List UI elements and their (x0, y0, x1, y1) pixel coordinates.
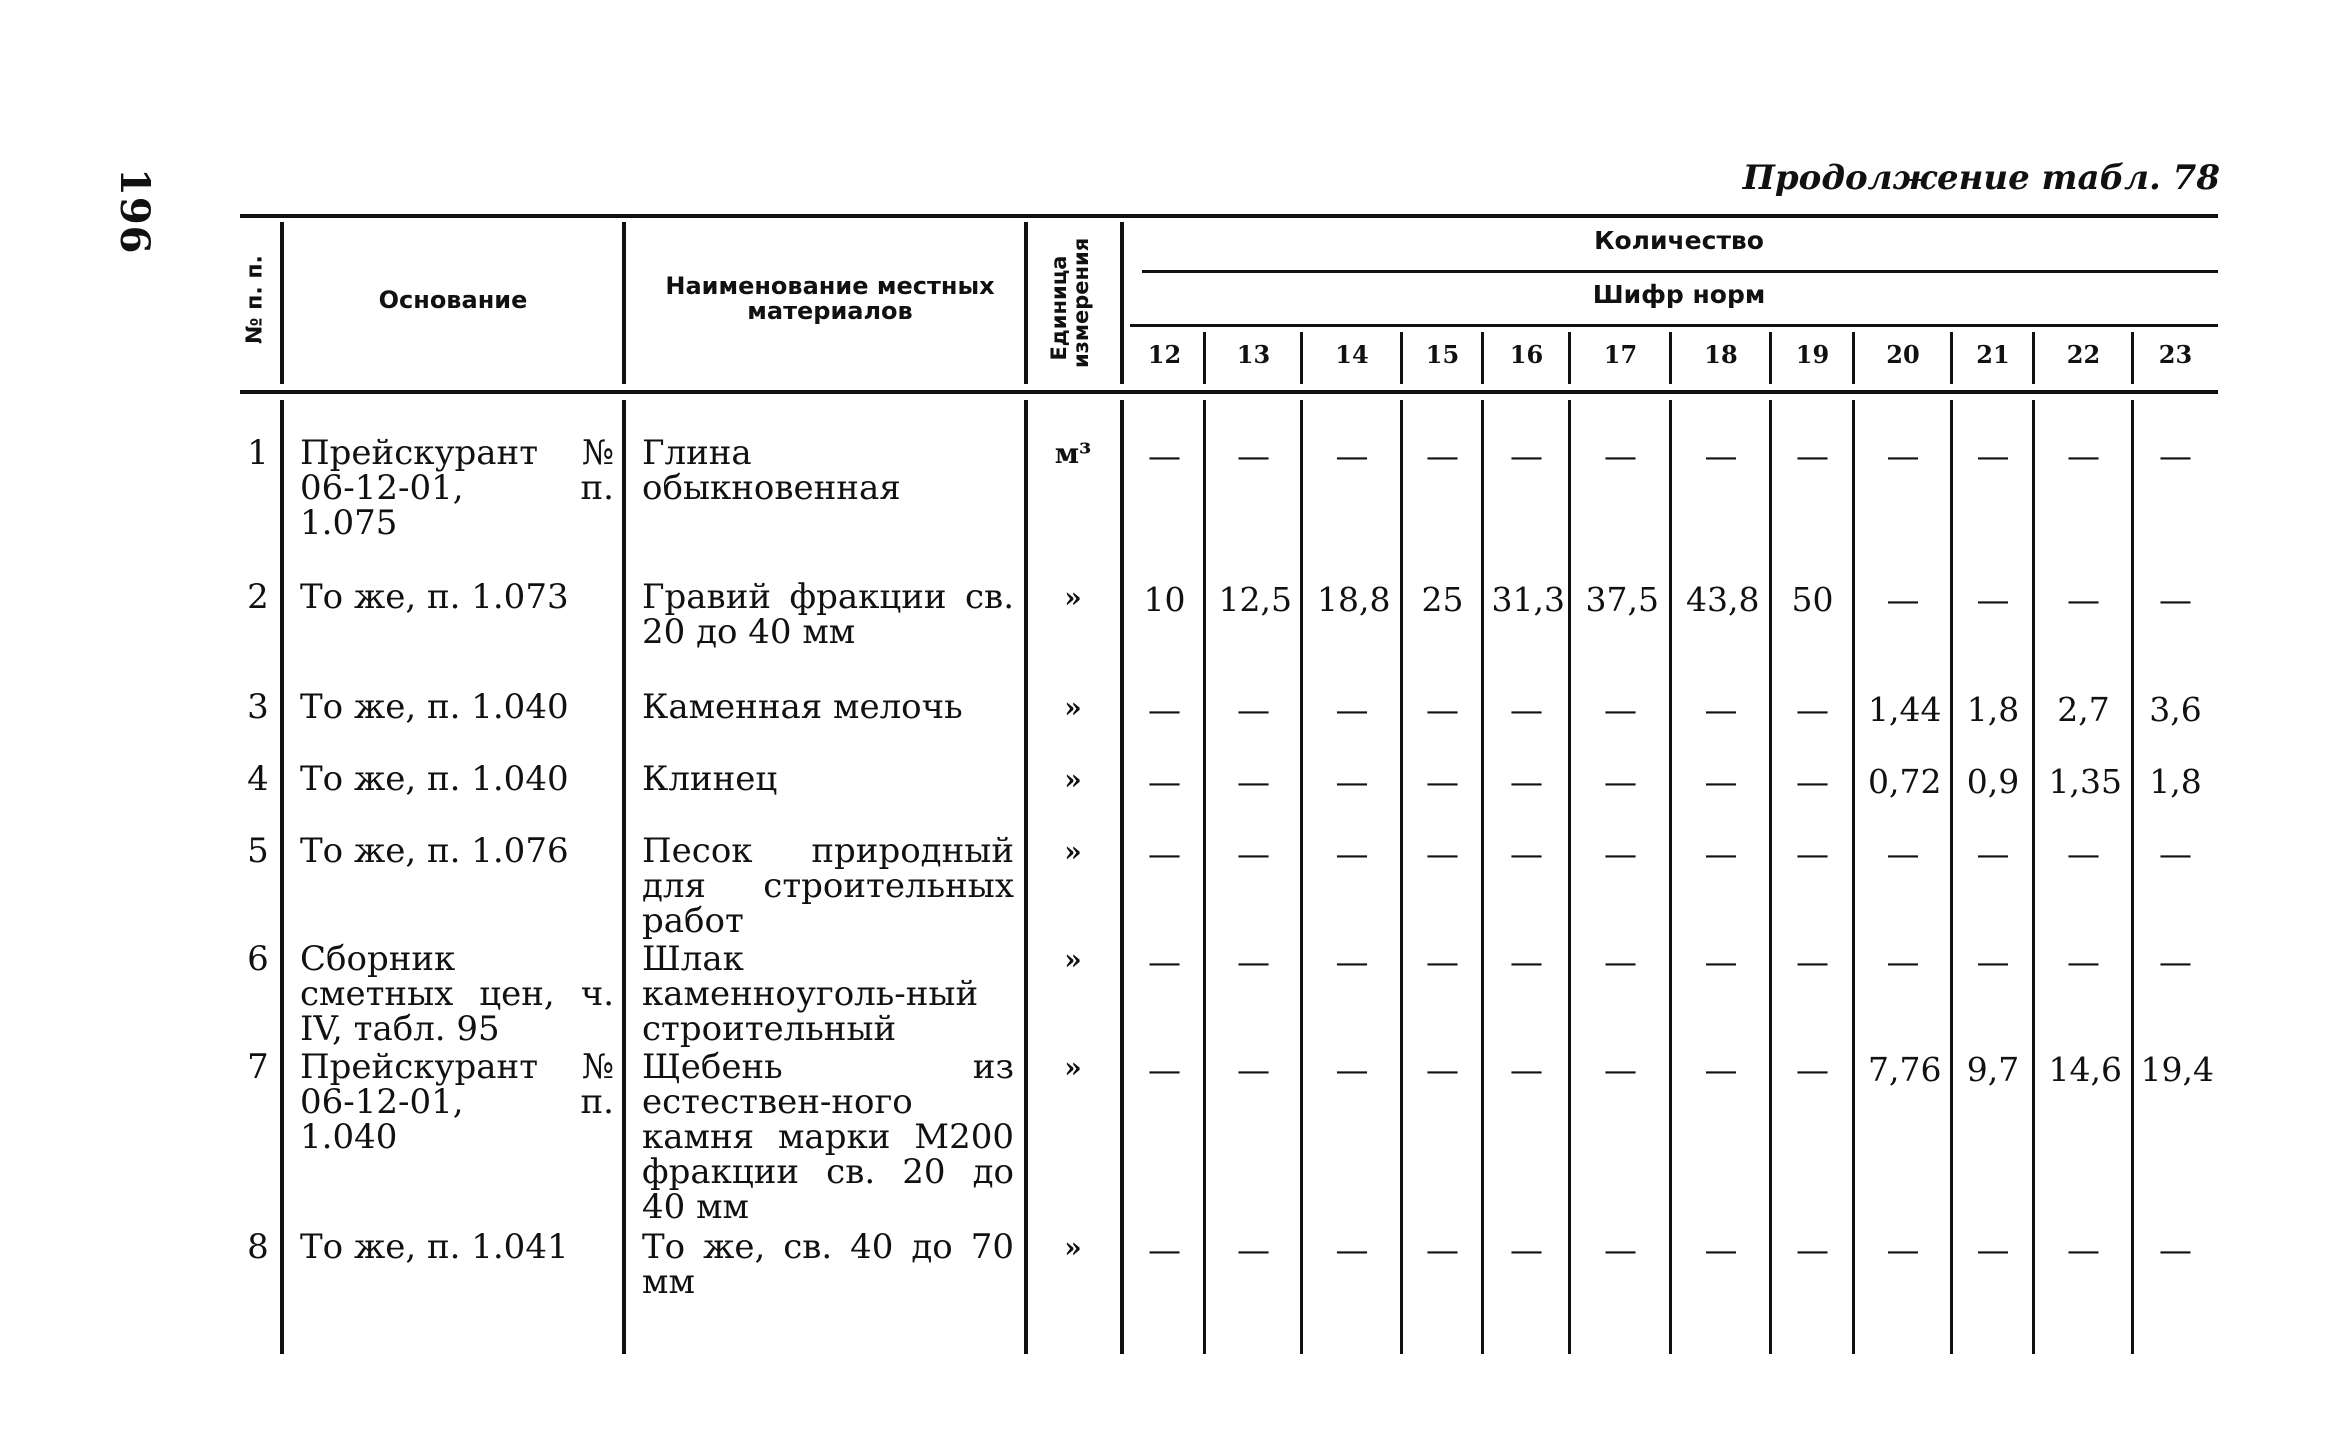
row-value: — (1335, 834, 1369, 873)
row-basis: То же, п. 1.076 (300, 831, 569, 871)
row-number: 8 (247, 1227, 269, 1267)
row-value: — (1510, 762, 1543, 801)
row-material: Щебень из естествен-ного камня марки М200 фракции св. 20 до 40 мм (642, 1047, 1014, 1227)
row-value: — (1796, 834, 1829, 873)
row-value: 12,5 (1218, 580, 1292, 619)
header-norm-code: Шифр норм (1592, 280, 1766, 309)
row-value: — (1237, 942, 1270, 981)
row-value: — (1335, 1050, 1369, 1089)
row-value: — (1886, 942, 1920, 981)
row-value: 3,6 (2149, 690, 2202, 729)
row-value: — (1426, 942, 1459, 981)
row-value: — (1510, 1050, 1543, 1089)
row-value: — (1704, 1050, 1738, 1089)
row-number: 3 (247, 687, 269, 727)
row-value: — (1426, 1050, 1459, 1089)
row-value: — (2067, 834, 2100, 873)
code-divider (1852, 332, 1855, 384)
row-value: — (1796, 762, 1829, 801)
row-number: 5 (247, 831, 269, 871)
row-unit: » (1064, 581, 1082, 614)
row-value: — (1604, 942, 1637, 981)
row-value: — (1335, 1230, 1369, 1269)
row-value: — (1335, 942, 1369, 981)
row-value: — (1237, 834, 1270, 873)
row-value: 1,44 (1868, 690, 1942, 729)
table-caption: Продолжение табл. 78 (1742, 158, 2220, 198)
row-number: 7 (247, 1047, 269, 1087)
row-unit: » (1064, 943, 1082, 976)
row-value: — (1148, 436, 1181, 475)
value-divider (1400, 400, 1403, 1354)
row-value: — (1148, 762, 1181, 801)
row-value: 0,9 (1966, 762, 2020, 801)
row-value: — (1148, 690, 1181, 729)
row-unit: » (1064, 1231, 1082, 1264)
norm-code-20: 20 (1886, 340, 1920, 369)
row-value: — (1510, 834, 1543, 873)
row-value: — (1237, 1230, 1270, 1269)
row-value: — (1604, 762, 1637, 801)
row-value: — (1148, 942, 1181, 981)
row-value: 43,8 (1686, 580, 1760, 619)
norm-code-12: 12 (1147, 340, 1182, 369)
row-value: — (1886, 1230, 1920, 1269)
row-value: — (1426, 690, 1459, 729)
row-unit: » (1064, 691, 1082, 724)
row-value: — (1426, 1230, 1459, 1269)
row-unit: » (1064, 835, 1082, 868)
row-material: Каменная мелочь (642, 687, 963, 727)
row-material: Гравий фракции св. 20 до 40 мм (642, 577, 1014, 652)
row-unit: » (1064, 1051, 1082, 1084)
row-material: Шлак каменноуголь-ный строительный (642, 939, 979, 1049)
row-value: — (2067, 580, 2100, 619)
row-value: — (1704, 436, 1738, 475)
materials-table (240, 214, 2218, 1354)
row-value: — (1148, 834, 1181, 873)
row-value: — (2159, 942, 2192, 981)
value-divider (2032, 400, 2035, 1354)
row-material: Глина обыкновенная (642, 433, 901, 508)
norm-code-15: 15 (1425, 340, 1460, 369)
row-basis: Прейскурант № 06-12-01, п. 1.040 (300, 1047, 614, 1157)
row-value: 2,7 (2057, 690, 2110, 729)
header-quantity: Количество (1594, 226, 1764, 255)
code-divider (1300, 332, 1303, 384)
row-value: — (1704, 690, 1738, 729)
row-unit: м³ (1054, 437, 1092, 470)
row-value: — (1335, 762, 1369, 801)
row-value: — (1886, 436, 1920, 475)
code-divider (1769, 332, 1772, 384)
row-number: 2 (247, 577, 269, 617)
row-basis: То же, п. 1.073 (300, 577, 569, 617)
row-value: 0,72 (1868, 762, 1942, 801)
row-number: 6 (247, 939, 269, 979)
row-value: 18,8 (1317, 580, 1391, 619)
norm-code-13: 13 (1236, 340, 1271, 369)
page-number: 196 (111, 168, 158, 255)
code-divider (1669, 332, 1672, 384)
row-value: — (1796, 690, 1829, 729)
row-value: — (1796, 942, 1829, 981)
row-value: — (1335, 436, 1369, 475)
row-value: — (1237, 690, 1270, 729)
row-value: — (1237, 1050, 1270, 1089)
value-divider (1852, 400, 1855, 1354)
row-value: — (1704, 834, 1738, 873)
row-value: — (1976, 834, 2010, 873)
row-value: — (1510, 1230, 1543, 1269)
code-divider (1203, 332, 1206, 384)
value-divider (1950, 400, 1953, 1354)
row-value: 1,8 (1966, 690, 2020, 729)
row-basis: То же, п. 1.040 (300, 687, 569, 727)
row-value: — (1510, 436, 1543, 475)
row-value: — (2067, 942, 2100, 981)
row-number: 1 (247, 433, 269, 473)
code-divider (2032, 332, 2035, 384)
body-divider (1120, 400, 1124, 1354)
header-unit: Единица измерения (1046, 237, 1093, 369)
row-value: — (1796, 1230, 1829, 1269)
row-value: — (1886, 580, 1920, 619)
row-value: 1,35 (2048, 762, 2122, 801)
row-value: — (1426, 436, 1459, 475)
row-value: — (2067, 1230, 2100, 1269)
code-divider (1481, 332, 1484, 384)
row-value: — (1704, 942, 1738, 981)
row-value: — (1426, 834, 1459, 873)
row-value: — (1604, 1230, 1637, 1269)
row-material: Клинец (642, 759, 778, 799)
body-divider (622, 400, 626, 1354)
row-value: — (2159, 834, 2192, 873)
header-divider (1024, 222, 1028, 384)
norm-code-17: 17 (1603, 340, 1638, 369)
row-number: 4 (247, 759, 269, 799)
header-basis: Основание (378, 286, 528, 314)
value-divider (1769, 400, 1772, 1354)
row-value: 31,3 (1491, 580, 1565, 619)
row-material: Песок природный для строительных работ (642, 831, 1014, 941)
value-divider (1481, 400, 1484, 1354)
row-basis: То же, п. 1.040 (300, 759, 569, 799)
body-divider (1024, 400, 1028, 1354)
row-value: — (2067, 436, 2100, 475)
row-value: 10 (1143, 580, 1186, 619)
norm-code-23: 23 (2158, 340, 2193, 369)
row-value: — (1510, 690, 1543, 729)
value-divider (2131, 400, 2134, 1354)
row-value: — (1976, 580, 2010, 619)
row-value: — (1148, 1050, 1181, 1089)
row-value: 7,76 (1868, 1050, 1942, 1089)
row-value: 19,4 (2140, 1050, 2214, 1089)
row-value: — (2159, 1230, 2192, 1269)
code-divider (1400, 332, 1403, 384)
row-value: — (1604, 690, 1637, 729)
row-basis: Прейскурант № 06-12-01, п. 1.075 (300, 433, 614, 543)
header-material: Наименование местных материалов (665, 272, 995, 326)
table-top-rule (240, 214, 2218, 218)
row-value: — (1976, 942, 2010, 981)
row-value: — (1796, 436, 1829, 475)
row-value: — (1886, 834, 1920, 873)
norm-code-18: 18 (1704, 340, 1738, 369)
header-divider (1120, 222, 1124, 384)
row-value: — (1237, 436, 1270, 475)
row-value: — (1510, 942, 1543, 981)
row-value: 25 (1421, 580, 1464, 619)
row-basis: Сборник сметных цен, ч. IV, табл. 95 (300, 939, 614, 1049)
row-value: — (1335, 690, 1369, 729)
row-value: — (1426, 762, 1459, 801)
row-value: — (1976, 1230, 2010, 1269)
norm-code-21: 21 (1976, 340, 2010, 369)
row-value: — (2159, 580, 2192, 619)
value-divider (1300, 400, 1303, 1354)
header-divider (622, 222, 626, 384)
row-value: 14,6 (2048, 1050, 2122, 1089)
norm-code-14: 14 (1335, 340, 1369, 369)
norm-code-19: 19 (1795, 340, 1830, 369)
row-basis: То же, п. 1.041 (300, 1227, 569, 1267)
row-value: — (1148, 1230, 1181, 1269)
row-value: — (1604, 436, 1637, 475)
value-divider (1568, 400, 1571, 1354)
code-divider (1950, 332, 1953, 384)
header-divider (280, 222, 284, 384)
value-divider (1669, 400, 1672, 1354)
row-value: — (1704, 1230, 1738, 1269)
norm-code-16: 16 (1509, 340, 1544, 369)
row-value: — (1604, 834, 1637, 873)
norm-code-22: 22 (2066, 340, 2101, 369)
row-value: — (1976, 436, 2010, 475)
body-divider (280, 400, 284, 1354)
code-divider (1568, 332, 1571, 384)
header-bottom-rule (240, 390, 2218, 394)
value-divider (1203, 400, 1206, 1354)
row-unit: » (1064, 763, 1082, 796)
row-value: 1,8 (2149, 762, 2202, 801)
quantity-rule (1142, 270, 2218, 273)
header-num: № п. п. (242, 255, 268, 344)
norm-code-rule (1130, 324, 2218, 327)
row-value: — (1237, 762, 1270, 801)
code-divider (2131, 332, 2134, 384)
row-value: — (1796, 1050, 1829, 1089)
row-value: 50 (1791, 580, 1834, 619)
row-material: То же, св. 40 до 70 мм (642, 1227, 1014, 1302)
row-value: — (1604, 1050, 1637, 1089)
row-value: 37,5 (1585, 580, 1659, 619)
row-value: — (1704, 762, 1738, 801)
row-value: 9,7 (1966, 1050, 2020, 1089)
row-value: — (2159, 436, 2192, 475)
